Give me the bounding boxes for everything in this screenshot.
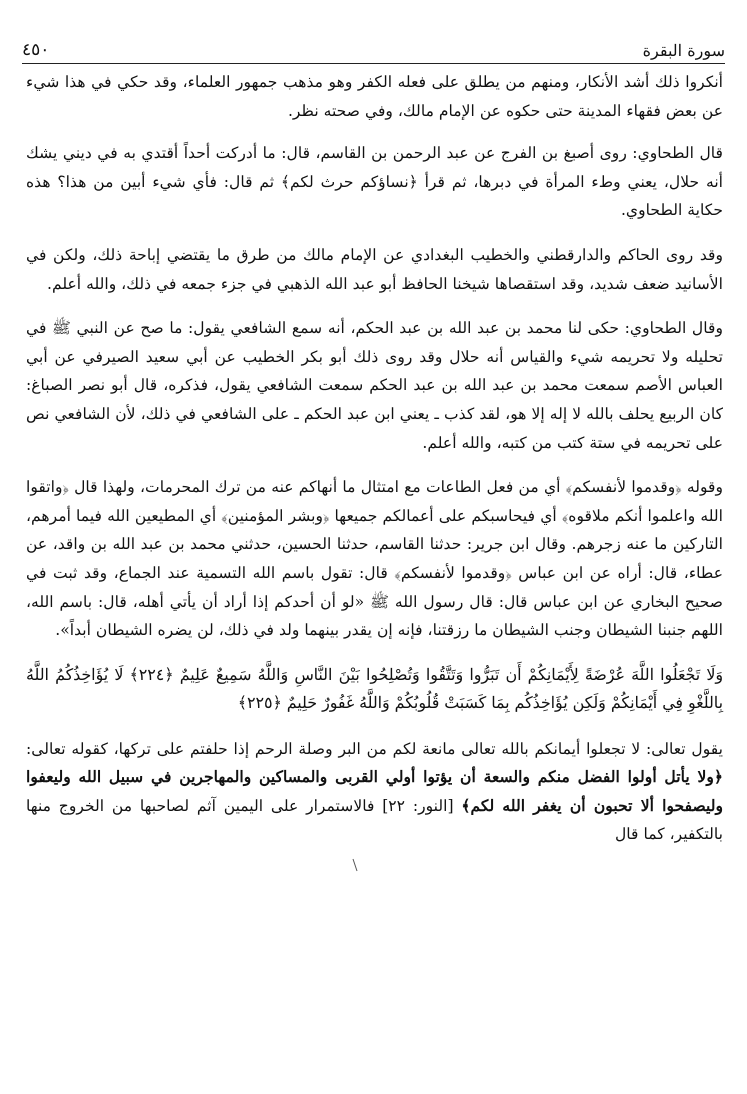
page-body	[26, 68, 723, 865]
surah-name: سورة البقرة	[642, 41, 725, 60]
final-quote: ﴿ولا يأتل أولوا الفضل منكم والسعة أن يؤتوا أولي القربى والمساكين والمهاجرين في سبيل الله وليعفوا وليصفحوا ألا تحبون أن يغفر الله لكم﴾	[26, 767, 724, 815]
paragraph-2: قال الطحاوي: روى أصبغ بن الفرج عن عبد الرحمن بن القاسم، قال: ما أدركت أحداً أقتدي به في ديني يشك أنه حلال، يعني وطء المرأة في دبرها، ثم قرأ ﴿نساؤكم حرث لكم﴾ ثم قال: فأي شيء أبين من هذا؟ هذه حكاية الطحاوي.	[26, 144, 723, 220]
page-number: ٤٥٠	[22, 40, 50, 60]
page-header	[22, 34, 725, 64]
paragraph-final	[26, 735, 723, 849]
final-intro: يقول تعالى: لا تجعلوا أيمانكم بالله تعالى مانعة لكم من البر وصلة الرحم إذا حلفتم على تركها، كقوله تعالى:	[26, 739, 723, 758]
final-reference: [النور: ٢٢]	[382, 796, 454, 815]
paragraph-4: وقال الطحاوي: حكى لنا محمد بن عبد الله بن عبد الحكم، أنه سمع الشافعي يقول: ما صح عن النبي ﷺ في تحليله ولا تحريمه شيء والقياس أنه حلال وقد روى ذلك أبو بكر الخطيب عن أبي سعيد الصيرفي عن أبي العباس الأصم سمعت محمد بن عبد الله بن عبد الحكم سمعت الشافعي يقول، فذكره، قال أبو نصر الصباغ: كان الربيع يحلف بالله لا إله إلا هو، لقد كذب ـ يعني ابن عبد الحكم ـ على الشافعي في ذلك، لأن الشافعي نص على تحريمه في ستة كتب من كتبه، والله أعلم.	[26, 319, 723, 452]
paragraph-3: وقد روى الحاكم والدارقطني والخطيب البغدادي عن الإمام مالك من طرق ما يقتضي إباحة ذلك، ولكن في الأسانيد ضعف شديد، وقد استقصاها شيخنا الحافظ أبو عبد الله الذهبي في جزء جمعه في ذلك، والله أعلم.	[26, 245, 723, 293]
final-end: فالاستمرار على اليمين آثم لصاحبها من الخروج منها بالتكفير، كما قال	[26, 796, 723, 844]
paragraph-5: وقوله ﴿وقدموا لأنفسكم﴾ أي من فعل الطاعات مع امتثال ما أنهاكم عنه من ترك المحرمات، ولهذا قال ﴿واتقوا الله واعلموا أنكم ملاقوه﴾ أي فيحاسبكم على أعمالكم جميعها ﴿وبشر المؤمنين﴾ أي المطيعين الله فيما أمرهم، التاركين ما عنه زجرهم. وقال ابن جرير: حدثنا القاسم، حدثنا الحسين، حدثني محمد بن عبد الله بن واقد، عن عطاء، قال: أراه عن ابن عباس ﴿وقدموا لأنفسكم﴾ قال: تقول باسم الله التسمية عند الجماع، وقد ثبت في صحيح البخاري عن ابن عباس قال: قال رسول الله ﷺ «لو أن أحدكم إذا أراد أن يأتي أهله، قال: باسم الله، اللهم جنبنا الشيطان وجنب الشيطان ما رزقتنا، فإنه إن يقدر بينهما ولد في ذلك، لن يضره الشيطان أبداً».	[26, 478, 723, 640]
paragraph-1: أنكروا ذلك أشد الأنكار، ومنهم من يطلق على فعله الكفر وهو مذهب جمهور العلماء، وقد حكي في هذا شيء عن بعض فقهاء المدينة حتى حكوه عن الإمام مالك، وفي صحته نظر.	[26, 73, 723, 120]
stray-mark-icon	[352, 858, 358, 872]
quran-verse-block: وَلَا تَجْعَلُوا اللَّهَ عُرْضَةً لِأَيْمَانِكُمْ أَن تَبَرُّوا وَتَتَّقُوا وَتُصْلِحُوا بَيْنَ النَّاسِ وَاللَّهُ سَمِيعٌ عَلِيمٌ ﴿٢٢٤﴾ لَا يُؤَاخِذُكُمُ اللَّهُ بِاللَّغْوِ فِي أَيْمَانِكُمْ وَلَكِن يُؤَاخِذُكُم بِمَا كَسَبَتْ قُلُوبُكُمْ وَاللَّهُ غَفُورٌ حَلِيمٌ ﴿٢٢٥﴾	[26, 664, 723, 712]
